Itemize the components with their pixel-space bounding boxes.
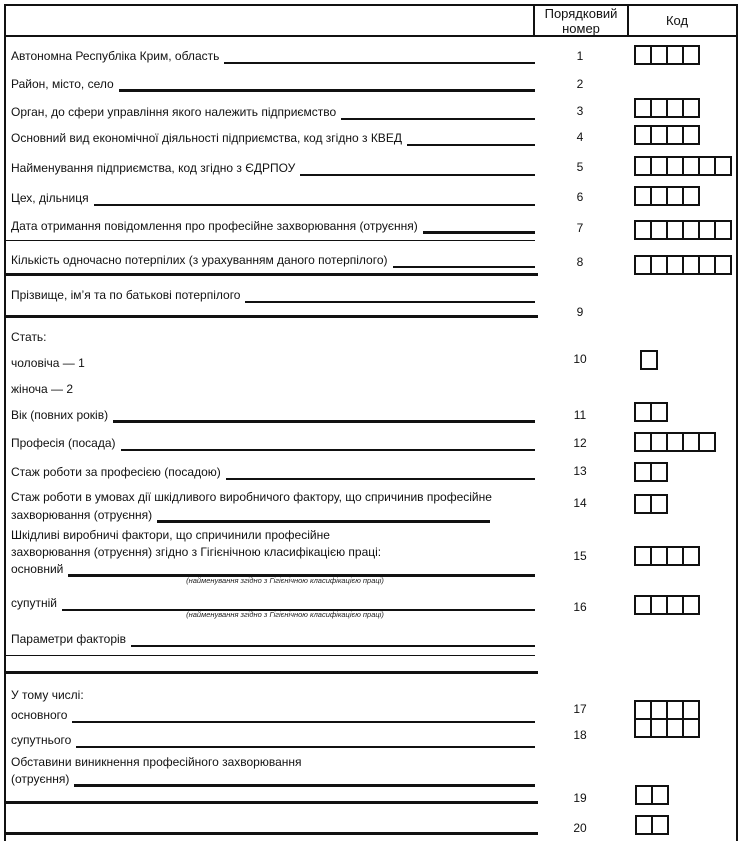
code-box-cell[interactable] bbox=[714, 255, 732, 275]
code-box-cell[interactable] bbox=[682, 98, 700, 118]
field-15-input-line[interactable] bbox=[68, 562, 535, 577]
field-6-label: Цех, дільниця bbox=[11, 191, 89, 205]
field-5-number: 5 bbox=[576, 160, 584, 174]
field-10-label: Стать: bbox=[11, 330, 47, 344]
field-17-label: основного bbox=[11, 708, 68, 722]
field-12-number: 12 bbox=[573, 436, 587, 450]
field-11-label: Вік (повних років) bbox=[11, 408, 109, 422]
code-box-cell[interactable] bbox=[682, 700, 700, 720]
field-13-number: 13 bbox=[573, 464, 587, 478]
code-box-cell[interactable] bbox=[682, 546, 700, 566]
field-5-code-boxes[interactable] bbox=[634, 156, 732, 176]
params-continuation-line-1[interactable] bbox=[5, 655, 535, 656]
field-2-label: Район, місто, село bbox=[11, 77, 114, 91]
code-box-cell[interactable] bbox=[640, 350, 658, 370]
field-2-row bbox=[11, 77, 535, 92]
field-1-label: Автономна Республіка Крим, область bbox=[11, 49, 220, 63]
code-box-cell[interactable] bbox=[682, 45, 700, 65]
field-10-number: 10 bbox=[573, 352, 587, 366]
field-1-input-line[interactable] bbox=[224, 49, 535, 64]
header-bottom-border bbox=[4, 35, 738, 37]
field-11-row bbox=[11, 408, 535, 423]
field-10-code-boxes[interactable] bbox=[640, 350, 658, 370]
field-7-number: 7 bbox=[576, 221, 584, 235]
circumstances-label-line1: Обставини виникнення професійного захворювання bbox=[11, 755, 302, 769]
field-15-number: 15 bbox=[573, 549, 587, 563]
field-1-number: 1 bbox=[576, 49, 584, 63]
field-19-input-line[interactable] bbox=[5, 801, 538, 804]
field-13-input-line[interactable] bbox=[226, 465, 535, 480]
params-row bbox=[11, 632, 535, 647]
field-5-row bbox=[11, 161, 535, 176]
field-18-input-line[interactable] bbox=[76, 733, 535, 748]
code-box-cell[interactable] bbox=[651, 785, 669, 805]
field-9-number: 9 bbox=[576, 305, 584, 319]
field-2-number: 2 bbox=[576, 77, 584, 91]
field-7-input-line[interactable] bbox=[423, 219, 535, 234]
field-6-code-boxes[interactable] bbox=[634, 186, 700, 206]
field-7-continuation-line[interactable] bbox=[5, 240, 535, 241]
field-9-label: Прізвище, ім’я та по батькові потерпілого bbox=[11, 288, 241, 302]
field-14-input-line[interactable] bbox=[157, 508, 490, 523]
code-box-cell[interactable] bbox=[682, 125, 700, 145]
field-14-label-line1: Стаж роботи в умовах дії шкідливого виробничого фактору, що спричинив професійне bbox=[11, 490, 492, 504]
field-14-label-line2: захворювання (отруєння) bbox=[11, 508, 153, 522]
field-13-code-boxes[interactable] bbox=[634, 462, 668, 482]
field-2-input-line[interactable] bbox=[119, 77, 535, 92]
params-continuation-line-2[interactable] bbox=[5, 671, 538, 674]
field-3-code-boxes[interactable] bbox=[634, 98, 700, 118]
field-15-row bbox=[11, 562, 535, 577]
code-box-cell[interactable] bbox=[682, 595, 700, 615]
code-box-cell[interactable] bbox=[698, 432, 716, 452]
field-13-row bbox=[11, 465, 535, 480]
field-9-input-line[interactable] bbox=[245, 288, 535, 303]
field-17-row bbox=[11, 708, 535, 723]
field-16-caption: (найменування згідно з Гігієнічною класифікацією праці) bbox=[186, 610, 384, 619]
field-3-label: Орган, до сфери управління якого належить підприємство bbox=[11, 105, 337, 119]
field-20-code-boxes[interactable] bbox=[635, 815, 669, 835]
field-12-input-line[interactable] bbox=[121, 436, 535, 451]
circumstances-row bbox=[11, 772, 535, 787]
field-15-label-line1: Шкідливі виробничі фактори, що спричинили професійне bbox=[11, 528, 330, 542]
field-3-number: 3 bbox=[576, 104, 584, 118]
field-8-input-line[interactable] bbox=[393, 253, 535, 268]
field-19-number: 19 bbox=[573, 791, 587, 805]
circumstances-label-line2: (отруєння) bbox=[11, 772, 70, 786]
field-7-label: Дата отримання повідомлення про професійне захворювання (отруєння) bbox=[11, 219, 418, 233]
field-14-code-boxes[interactable] bbox=[634, 494, 668, 514]
field-11-code-boxes[interactable] bbox=[634, 402, 668, 422]
field-6-row bbox=[11, 191, 535, 206]
field-14-number: 14 bbox=[573, 496, 587, 510]
column-header-serial-number: Порядковий номер bbox=[544, 6, 618, 36]
field-14-row bbox=[11, 508, 490, 523]
field-7-row bbox=[11, 219, 535, 234]
code-box-cell[interactable] bbox=[682, 718, 700, 738]
field-15-label-line3: основний bbox=[11, 562, 64, 576]
field-9-continuation-line[interactable] bbox=[5, 315, 538, 318]
column-header-code: Код bbox=[665, 13, 689, 28]
field-1-row bbox=[11, 49, 535, 64]
including-label: У тому числі: bbox=[11, 688, 84, 702]
field-18-label: супутнього bbox=[11, 733, 72, 747]
field-8-continuation-line[interactable] bbox=[5, 273, 538, 276]
field-15-code-boxes[interactable] bbox=[634, 546, 700, 566]
field-18-row bbox=[11, 733, 535, 748]
field-4-number: 4 bbox=[576, 130, 584, 144]
code-box-cell[interactable] bbox=[650, 462, 668, 482]
field-8-number: 8 bbox=[576, 255, 584, 269]
field-4-input-line[interactable] bbox=[407, 131, 535, 146]
field-5-label: Найменування підприємства, код згідно з ЄДРПОУ bbox=[11, 161, 296, 175]
field-7-code-boxes[interactable] bbox=[634, 220, 732, 240]
field-12-row bbox=[11, 436, 535, 451]
field-16-code-boxes[interactable] bbox=[634, 595, 700, 615]
field-6-input-line[interactable] bbox=[94, 191, 535, 206]
field-16-row bbox=[11, 596, 535, 611]
field-20-number: 20 bbox=[573, 821, 587, 835]
field-4-code-boxes[interactable] bbox=[634, 125, 700, 145]
field-15-label-line2: захворювання (отруєння) згідно з Гігієнічною класифікацією праці: bbox=[11, 545, 382, 559]
field-15-caption: (найменування згідно з Гігієнічною класифікацією праці) bbox=[186, 576, 384, 585]
field-16-number: 16 bbox=[573, 600, 587, 614]
field-8-row bbox=[11, 253, 535, 268]
field-10-option-male: чоловіча — 1 bbox=[11, 356, 85, 370]
field-5-input-line[interactable] bbox=[300, 161, 535, 176]
field-8-label: Кількість одночасно потерпілих (з урахуванням даного потерпілого) bbox=[11, 253, 388, 267]
field-9-row bbox=[11, 288, 535, 303]
field-16-input-line[interactable] bbox=[62, 596, 535, 611]
field-10-option-female: жіноча — 2 bbox=[11, 382, 73, 396]
field-19-code-boxes[interactable] bbox=[635, 785, 669, 805]
code-box-cell[interactable] bbox=[650, 402, 668, 422]
field-18-number: 18 bbox=[573, 728, 587, 742]
field-16-label: супутній bbox=[11, 596, 57, 610]
code-box-cell[interactable] bbox=[650, 494, 668, 514]
field-12-label: Професія (посада) bbox=[11, 436, 116, 450]
field-6-number: 6 bbox=[576, 190, 584, 204]
code-box-cell[interactable] bbox=[714, 156, 732, 176]
circumstances-input-line[interactable] bbox=[74, 772, 535, 787]
field-17-input-line[interactable] bbox=[72, 708, 535, 723]
code-box-cell[interactable] bbox=[682, 186, 700, 206]
params-input-line[interactable] bbox=[131, 632, 535, 647]
field-12-code-boxes[interactable] bbox=[634, 432, 716, 452]
field-4-row bbox=[11, 131, 535, 146]
table-border-left bbox=[4, 4, 6, 841]
code-box-cell[interactable] bbox=[714, 220, 732, 240]
code-box-cell[interactable] bbox=[651, 815, 669, 835]
field-8-code-boxes[interactable] bbox=[634, 255, 732, 275]
field-17-number: 17 bbox=[573, 702, 587, 716]
field-3-row bbox=[11, 105, 535, 120]
field-17-18-code-grid[interactable] bbox=[634, 700, 700, 738]
field-11-input-line[interactable] bbox=[113, 408, 535, 423]
table-border-right bbox=[736, 4, 738, 841]
field-3-input-line[interactable] bbox=[341, 105, 535, 120]
field-11-number: 11 bbox=[573, 408, 587, 422]
params-label: Параметри факторів bbox=[11, 632, 127, 646]
field-20-input-line[interactable] bbox=[5, 832, 538, 835]
field-1-code-boxes[interactable] bbox=[634, 45, 700, 65]
field-13-label: Стаж роботи за професією (посадою) bbox=[11, 465, 221, 479]
field-4-label: Основний вид економічної діяльності підприємства, код згідно з КВЕД bbox=[11, 131, 402, 145]
